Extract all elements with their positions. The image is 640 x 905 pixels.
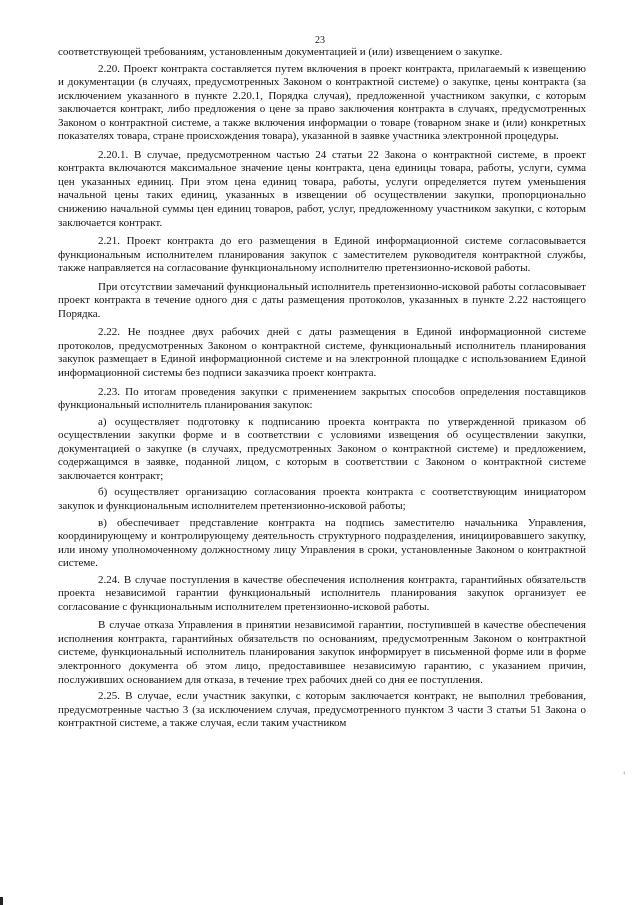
- paragraph: При отсутствии замечаний функциональный исполнитель претензионно-исковой работы согласовывает проект контракта в течение одного дня с даты размещения протоколов, указанных в пункте 2.22 настоящего Порядка.: [58, 280, 586, 320]
- list-item-v: в) обеспечивает представление контракта на подпись заместителю начальника Управления, координирующему и контролирующему деятельность структурного подразделения, инициировавшего закупку, или иному уполномоченному должностному лицу Управления в сроки, установленные Законом о контрактной системе.: [58, 516, 586, 570]
- scan-edge-mark: [0, 897, 3, 905]
- paragraph-2-20-1: 2.20.1. В случае, предусмотренном частью 24 статьи 22 Закона о контрактной системе, в проект контракта включаются максимальное значение цены контракта, цена единицы товара, работы, услуги, сумма цен указанных единиц. При этом цена единиц товара, работы, услуги определяется путем уменьшения начальной цены таких единиц, указанных в извещении об осуществлении закупки, пропорционально снижению начальной суммы цен единиц товаров, работ, услуг, предложенному участником закупки, с которым заключается контракт.: [58, 148, 586, 229]
- paragraph-2-22: 2.22. Не позднее двух рабочих дней с даты размещения в Единой информационной системе протоколов, предусмотренных Законом о контрактной системе, функциональный исполнитель планирования закупок размещает в Единой информационной системе и на электронной площадке с использованием Единой информационной системы без подписи заказчика проект контракта.: [58, 326, 586, 380]
- paragraph: соответствующей требованиям, установленным документацией и (или) извещением о закупке.: [58, 46, 503, 58]
- paragraph-2-20: 2.20. Проект контракта составляется путем включения в проект контракта, прилагаемый к извещению и документации (в случаях, предусмотренных Законом о контрактной системе) о закупке, цены контракта (за исключением указанного в пункте 2.20.1, Порядка случая), предложенной участником закупки, с которым заключается контракт, либо предложения о цене за право заключения контракта в случаях, предусмотренных Законом о контрактной системе, а также включения информации о товаре (товарном знаке и (или) конкретных показателях товара, стране происхождения товара), указанной в заявке участника электронной процедуры.: [58, 62, 586, 143]
- list-item-b: б) осуществляет организацию согласования проекта контракта с соответствующим инициатором закупок и функциональным исполнителем претензионно-исковой работы;: [58, 486, 586, 512]
- paragraph-2-23: 2.23. По итогам проведения закупки с применением закрытых способов определения поставщиков функциональный исполнитель планирования закупок:: [58, 385, 586, 412]
- paragraph: В случае отказа Управления в принятии независимой гарантии, поступившей в качестве обеспечения исполнения контракта, гарантийных обязательств по основаниям, предусмотренным Законом о контрактной системе, функциональный исполнитель планирования закупок информирует в письменной форме или в форме электронного документа об этом лицо, предоставившее независимую гарантию, с указанием причин, послуживших основанием для отказа, в течение трех рабочих дней со дня ее поступления.: [58, 619, 586, 686]
- paragraph-2-21: 2.21. Проект контракта до его размещения в Единой информационной системе согласовывается функциональным исполнителем планирования закупок с заместителем руководителя контрактной службы, также направляется на согласование функциональному исполнителю претензионно-исковой работы.: [58, 235, 586, 275]
- list-item-a: а) осуществляет подготовку к подписанию проекта контракта по утвержденной приказом об осуществлении закупки форме и в соответствии с условиями извещения об осуществлении закупки, документацией о закупке (в случаях, предусмотренных Законом о контрактной системе) и предложением, содержащимся в заявке, поданной лицом, с которым в соответствии с Законом о контрактной системе заключается контракт;: [58, 415, 586, 482]
- page-number: 23: [315, 35, 325, 46]
- document-body: [58, 46, 586, 731]
- paragraph-2-24: 2.24. В случае поступления в качестве обеспечения исполнения контракта, гарантийных обязательств проекта независимой гарантии функциональный исполнитель планирования закупок организует ее согласование с функциональным исполнителем претензионно-исковой работы.: [58, 573, 586, 613]
- paragraph-2-25: 2.25. В случае, если участник закупки, с которым заключается контракт, не выполнил требования, предусмотренные частью 3 (за исключением случая, предусмотренного пунктом 3 части 3 статьи 51 Закона о контрактной системе, а также случая, если таким участником: [58, 690, 586, 730]
- scan-margin-mark: ‹: [623, 768, 626, 777]
